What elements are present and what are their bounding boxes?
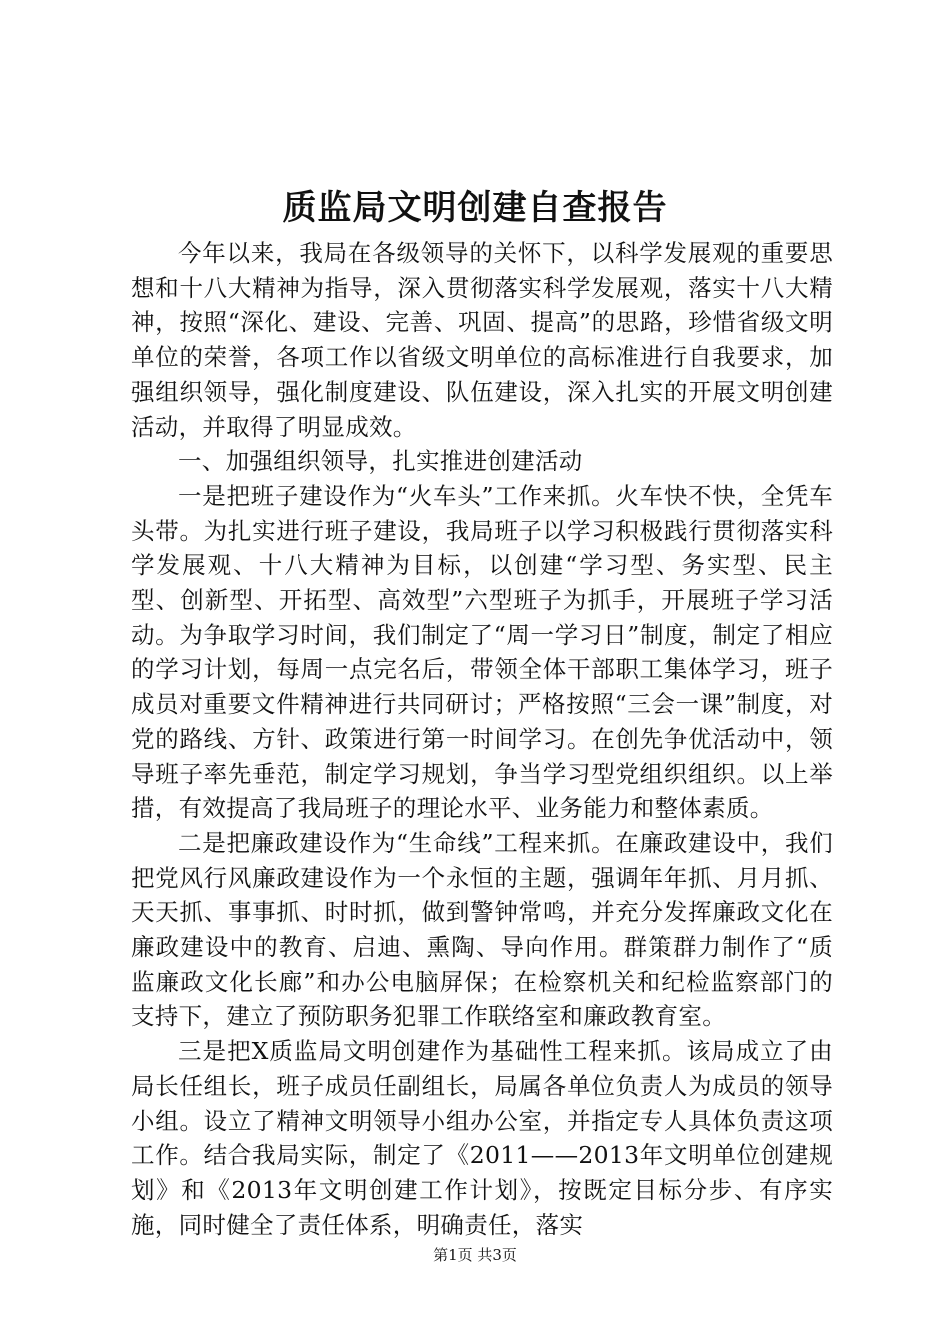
paragraph-integrity-building: 二是把廉政建设作为“生命线”工程来抓。在廉政建设中，我们把党风行风廉政建设作为一个永恒的主题，强调年年抓、月月抓、天天抓、事事抓、时时抓，做到警钟常鸣，并充分发挥廉政文化在廉政建设中的教育、启迪、熏陶、导向作用。群策群力制作了“质监廉政文化长廊”和办公电脑屏保；在检察机关和纪检监察部门的支持下，建立了预防职务犯罪工作联络室和廉政教育室。: [131, 828, 833, 1031]
page-footer: 第1页 共3页: [433, 1246, 517, 1264]
paragraph-civilization-creation: 三是把X质监局文明创建作为基础性工程来抓。该局成立了由局长任组长，班子成员任副组长，局属各单位负责人为成员的领导小组。设立了精神文明领导小组办公室，并指定专人具体负责这项工作。结合我局实际，制定了《2011——2013年文明单位创建规划》和《2013年文明创建工作计划》，按既定目标分步、有序实施，同时健全了责任体系，明确责任，落实: [131, 1037, 833, 1239]
section-heading-1: 一、加强组织领导，扎实推进创建活动: [178, 447, 583, 476]
paragraph-intro: 今年以来，我局在各级领导的关怀下，以科学发展观的重要思想和十八大精神为指导，深入贯彻落实科学发展观，落实十八大精神，按照“深化、建设、完善、巩固、提高”的思路，珍惜省级文明单位的荣誉，各项工作以省级文明单位的高标准进行自我要求，加强组织领导，强化制度建设、队伍建设，深入扎实的开展文明创建活动，并取得了明显成效。: [131, 239, 833, 441]
paragraph-team-building: 一是把班子建设作为“火车头”工作来抓。火车快不快，全凭车头带。为扎实进行班子建设，我局班子以学习积极践行贯彻落实科学发展观、十八大精神为目标，以创建“学习型、务实型、民主型、创新型、开拓型、高效型”六型班子为抓手，开展班子学习活动。为争取学习时间，我们制定了“周一学习日”制度，制定了相应的学习计划，每周一点完名后，带领全体干部职工集体学习，班子成员对重要文件精神进行共同研讨；严格按照“三会一课”制度，对党的路线、方针、政策进行第一时间学习。在创先争优活动中，领导班子率先垂范，制定学习规划，争当学习型党组织组织。以上举措，有效提高了我局班子的理论水平、业务能力和整体素质。: [131, 481, 833, 823]
document-body: [131, 236, 833, 1242]
document-title: 质监局文明创建自查报告: [282, 188, 668, 228]
